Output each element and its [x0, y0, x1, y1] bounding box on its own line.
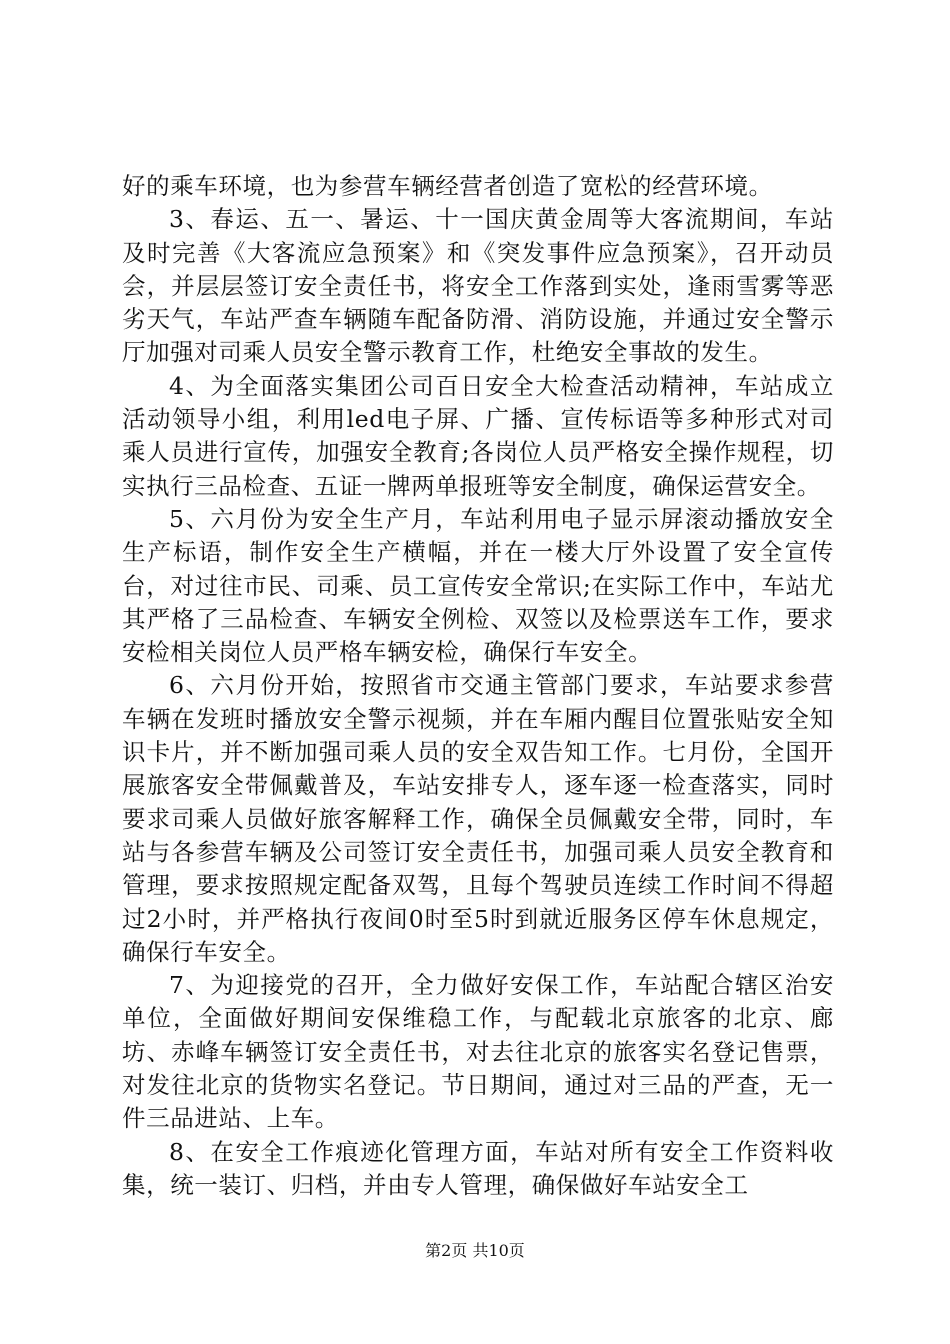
page-number-footer: 第2页 共10页 [425, 1241, 525, 1260]
paragraph-item-8: 8、在安全工作痕迹化管理方面，车站对所有安全工作资料收集，统一装订、归档，并由专人管理，确保做好车站安全工 [122, 1137, 834, 1199]
paragraph-item-3: 3、春运、五一、暑运、十一国庆黄金周等大客流期间，车站及时完善《大客流应急预案》和《突发事件应急预案》，召开动员会，并层层签订安全责任书，将安全工作落到实处，逢雨雪雾等恶劣天气，车站严查车辆随车配备防滑、消防设施，并通过安全警示厅加强对司乘人员安全警示教育工作，杜绝安全事故的发生。 [122, 205, 834, 367]
paragraph-item-4: 4、为全面落实集团公司百日安全大检查活动精神，车站成立活动领导小组，利用led电子屏、广播、宣传标语等多种形式对司乘人员进行宣传，加强安全教育;各岗位人员严格安全操作规程，切实执行三品检查、五证一牌两单报班等安全制度，确保运营安全。 [122, 371, 834, 500]
paragraph-item-5: 5、六月份为安全生产月，车站利用电子显示屏滚动播放安全生产标语，制作安全生产横幅，并在一楼大厅外设置了安全宣传台，对过往市民、司乘、员工宣传安全常识;在实际工作中，车站尤其严格了三品检查、车辆安全例检、双签以及检票送车工作，要求安检相关岗位人员严格车辆安检，确保行车安全。 [122, 504, 834, 667]
paragraph-item-7: 7、为迎接党的召开，全力做好安保工作，车站配合辖区治安单位，全面做好期间安保维稳工作，与配载北京旅客的北京、廊坊、赤峰车辆签订安全责任书，对去往北京的旅客实名登记售票，对发往北京的货物实名登记。节日期间，通过对三品的严查，无一件三品进站、上车。 [122, 971, 834, 1133]
document-body [122, 170, 834, 1202]
paragraph-item-6: 6、六月份开始，按照省市交通主管部门要求，车站要求参营车辆在发班时播放安全警示视频，并在车厢内醒目位置张贴安全知识卡片，并不断加强司乘人员的安全双告知工作。七月份，全国开展旅客安全带佩戴普及，车站安排专人，逐车逐一检查落实，同时要求司乘人员做好旅客解释工作，确保全员佩戴安全带，同时，车站与各参营车辆及公司签订安全责任书，加强司乘人员安全教育和管理，要求按照规定配备双驾，且每个驾驶员连续工作时间不得超过2小时，并严格执行夜间0时至5时到就近服务区停车休息规定，确保行车安全。 [122, 671, 834, 966]
paragraph-continued: 好的乘车环境，也为参营车辆经营者创造了宽松的经营环境。 [122, 172, 773, 200]
